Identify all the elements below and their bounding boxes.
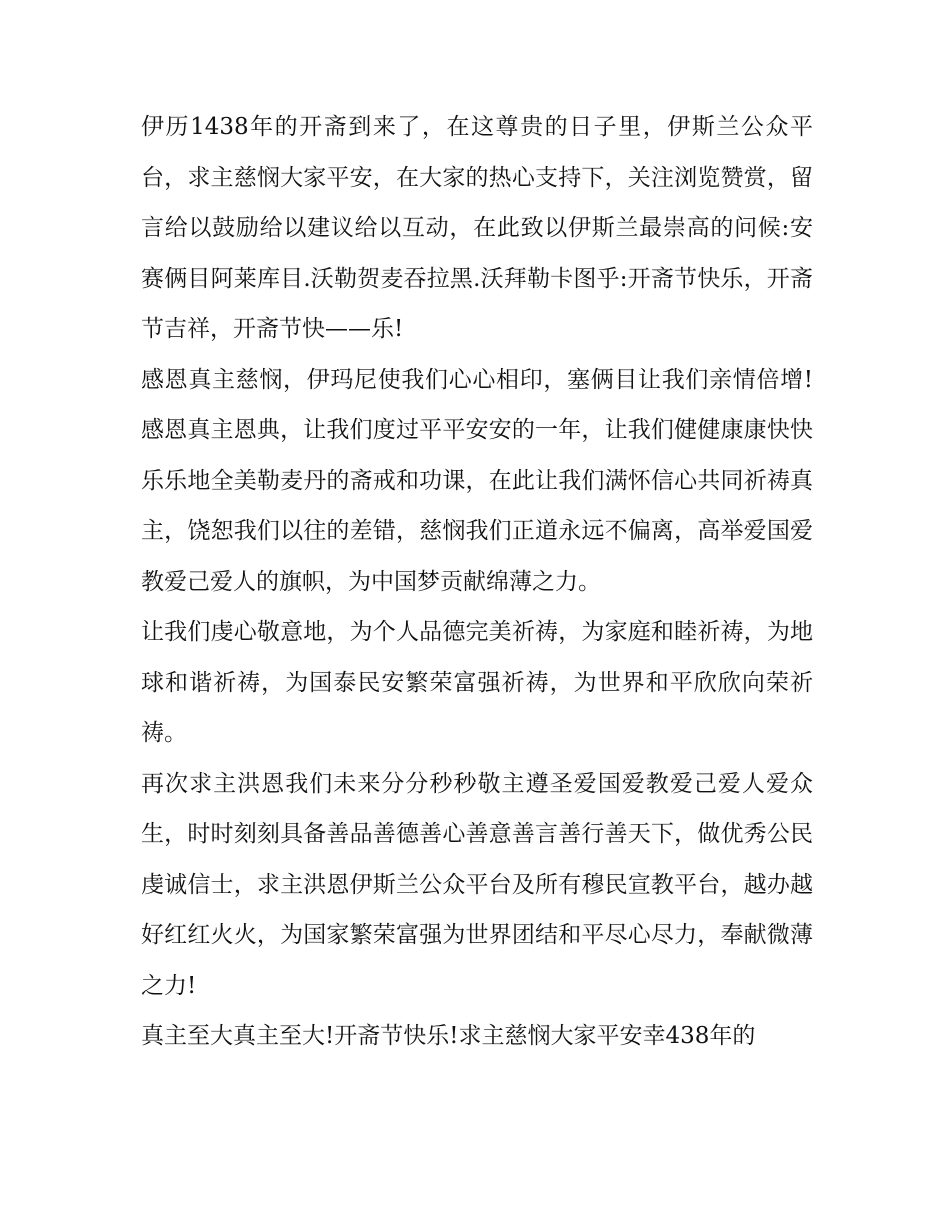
- paragraph-gratitude: 感恩真主慈悯，伊玛尼使我们心心相印，塞俩目让我们亲情倍增!感恩真主恩典，让我们度过平平安安的一年，让我们健健康康快快乐乐地全美勒麦丹的斋戒和功课，在此让我们满怀信心共同祈祷真主，饶恕我们以往的差错，慈悯我们正道永远不偏离，高举爱国爱教爱己爱人的旗帜，为中国梦贡献绵薄之力。: [141, 366, 813, 595]
- paragraph-blessing: 再次求主洪恩我们未来分分秒秒敬主遵圣爱国爱教爱己爱人爱众生，时时刻刻具备善品善德善心善意善言善行善天下，做优秀公民虔诚信士，求主洪恩伊斯兰公众平台及所有穆民宣教平台，越办越好红红火火，为国家繁荣富强为世界团结和平尽心尽力，奉献微薄之力!: [141, 770, 813, 999]
- paragraph-closing: 真主至大真主至大!开斋节快乐!求主慈悯大家平安幸438年的: [141, 1023, 756, 1049]
- paragraph-greeting: 伊历1438年的开斋到来了，在这尊贵的日子里，伊斯兰公众平台，求主慈悯大家平安，在大家的热心支持下，关注浏览赞赏，留言给以鼓励给以建议给以互动，在此致以伊斯兰最崇高的问候:安赛俩目阿莱库目.沃勒贺麦吞拉黑.沃拜勒卡图乎:开斋节快乐，开斋节吉祥，开斋节快——乐!: [141, 114, 813, 342]
- paragraph-prayer: 让我们虔心敬意地，为个人品德完美祈祷，为家庭和睦祈祷，为地球和谐祈祷，为国泰民安繁荣富强祈祷，为世界和平欣欣向荣祈祷。: [141, 619, 813, 746]
- document-body: [141, 102, 813, 1062]
